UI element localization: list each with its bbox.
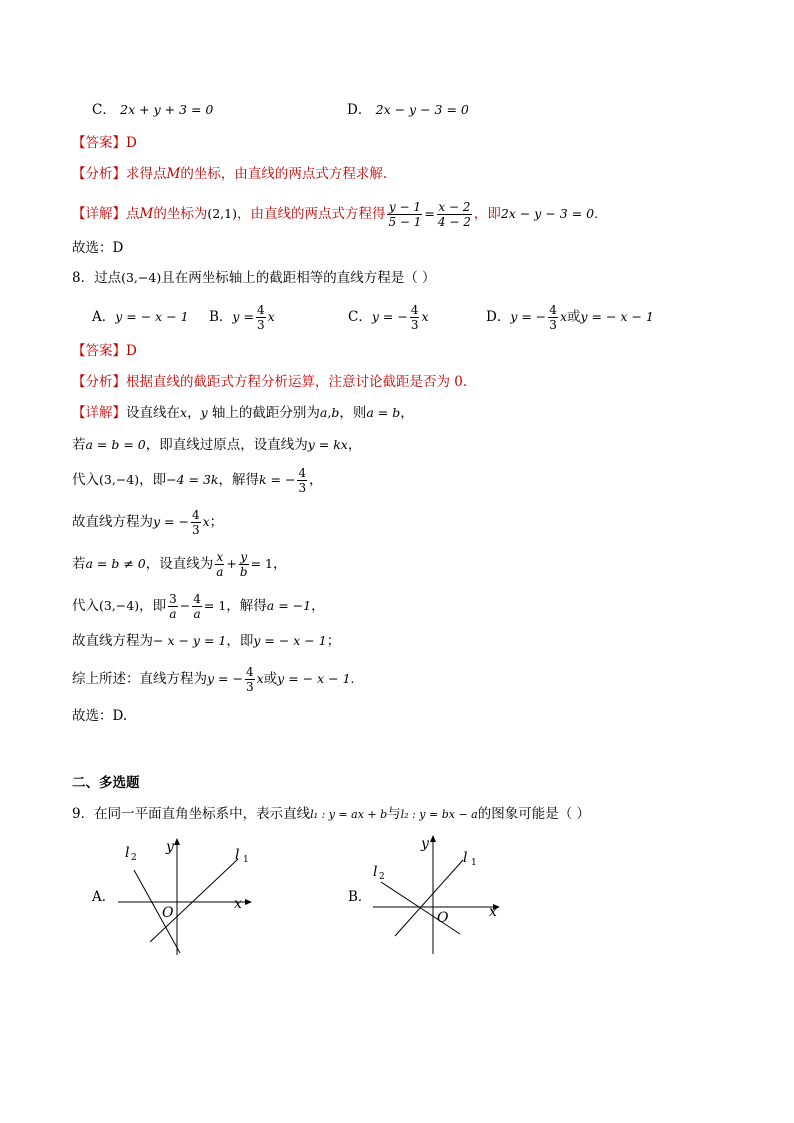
option-c-label: C． [92,102,116,118]
origin-label: O [162,905,174,921]
step-text: 若 [72,556,86,572]
detail-text: 设直线在 [126,405,180,421]
detail-ab: a,b [319,405,340,420]
fraction-numerator: 3 [169,592,177,606]
step-text: 故直线方程为 [72,514,153,530]
figure-b-graph [365,832,505,960]
fraction-denominator: b [239,565,248,579]
step-text-4: ， [309,472,323,488]
choose-text: 故选：D. [72,708,128,724]
stem-point: (3,−4) [121,270,162,285]
x-axis-arrow [245,899,252,905]
detail-sep: ， [187,405,201,421]
fraction-numerator: y − 1 [388,200,421,214]
analysis-text-2: 的坐标，由直线的两点式方程求解. [180,166,388,182]
step-text-2: ，即 [226,633,254,649]
fraction-numerator: y [240,550,248,564]
step-or: 或 [263,671,278,687]
option-label: A． [92,309,116,325]
x-axis-label: x [234,896,242,912]
section-title: 二、多选题 [72,775,140,791]
detail-text-2: 轴上的截距分别为 [207,405,320,421]
q8-analysis [72,372,467,392]
step-eq: −4 = 3k [166,472,219,487]
fraction [437,200,472,229]
answer-value: D [126,343,137,359]
l2-label: l [373,864,378,880]
step-prefix: y = − [153,514,189,529]
fraction-numerator: 4 [298,466,307,480]
l1-subscript: 1 [471,858,477,868]
detail-point: (2,1) [207,206,237,221]
q8-option-b [209,302,275,332]
q7-detail [72,200,598,229]
analysis-var: M [166,166,181,182]
line-l2 [381,882,460,934]
q7-choose [72,238,123,258]
step-text-2: ，即 [139,598,167,614]
stem-text: 9．在同一平面直角坐标系中，表示直线 [72,806,311,822]
fraction [191,508,201,537]
fraction-denominator: 3 [549,318,557,332]
step-suffix: x [256,671,264,686]
q8-answer [72,341,137,361]
fraction-numerator: 4 [549,303,557,317]
step-point: (3,−4) [99,472,140,487]
step-eq: = 1 [250,556,273,571]
q8-step-5 [72,591,325,621]
detail-tag: 【详解】 [72,405,126,421]
detail-var-y: y [200,405,208,420]
step-eq: − x − y = 1 [153,633,227,648]
step-text-3: ， [272,556,287,572]
stem-l1: l₁ : y = ax + b [310,808,388,821]
step-text: 故直线方程为 [72,633,153,649]
q8-detail [72,403,414,423]
analysis-text: 求得点 [126,166,167,182]
fraction-numerator: 4 [245,665,254,679]
option-label: D． [486,309,511,325]
fraction-denominator: 4 − 2 [437,215,471,229]
detail-text-4: ， [400,405,414,421]
option-suffix: x [267,309,275,324]
option-label: C． [348,309,372,325]
step-prefix: y = − [207,671,243,686]
fraction-numerator: x [216,550,224,564]
option-or: 或 [567,309,581,325]
step-text: 综上所述：直线方程为 [72,671,207,687]
fraction-denominator: a [169,607,177,621]
analysis-text: 根据直线的截距式方程分析运算，注意讨论截距是否为 0. [126,374,468,390]
l2-label: l [125,845,130,861]
analysis-tag: 【分析】 [72,166,126,182]
step-text-2: ，即 [139,472,167,488]
q8-stem [72,268,436,288]
step-text-2: ，即直线过原点，设直线为 [145,437,308,453]
step-text-4: ， [311,598,325,614]
option-d-label: D． [347,102,372,118]
step-point: (3,−4) [99,598,140,613]
step-text-2: ； [209,514,224,530]
fraction [239,550,249,579]
step-text-2: ，设直线为 [145,556,214,572]
l1-label: l [463,850,468,866]
q8-option-d [486,302,654,332]
detail-text-2: 的坐标为 [153,206,208,222]
fraction [215,550,224,579]
plus-sign: + [226,556,237,571]
answer-value: D [126,135,137,151]
q8-step-7 [72,664,355,694]
fraction-numerator: 4 [410,303,419,317]
option-suffix: x [559,309,567,324]
answer-tag: 【答案】 [72,343,126,359]
option-equation-2: y = − x − 1 [580,309,654,324]
figure-b-label: B． [348,889,372,905]
step-suffix: x [202,514,210,529]
detail-var-x: x [180,405,188,420]
step-eq-2: y = − x − 1 [253,633,327,648]
stem-text-2: 与 [387,806,401,822]
fraction [192,592,202,621]
step-eq-2: y = − x − 1. [277,671,355,686]
detail-text-3: ，则 [339,405,367,421]
fraction-denominator: 5 − 1 [388,215,422,229]
detail-text-4: ，即 [473,206,501,222]
l2-subscript: 2 [379,872,385,882]
q8-option-c [348,302,429,332]
step-eq: = 1 [203,598,227,613]
detail-result: 2x − y − 3 = 0. [500,206,599,221]
q8-choose [72,706,127,726]
fraction-denominator: a [216,565,224,579]
fraction [256,303,266,332]
stem-text-3: 的图象可能是（ ） [477,806,591,822]
answer-tag: 【答案】 [72,135,126,151]
fraction-numerator: x − 2 [438,200,471,214]
q7-analysis [72,164,387,184]
q8-option-a [92,302,189,332]
origin-label: O [437,910,449,926]
l2-subscript: 2 [131,853,137,863]
step-text: 代入 [72,472,99,488]
minus-sign: − [179,598,191,613]
fraction [168,592,178,621]
l1-label: l [235,847,240,863]
fraction-denominator: 3 [245,680,254,694]
q9-stem [72,804,590,825]
fraction [387,200,422,229]
detail-text-3: ，由直线的两点式方程得 [236,206,386,222]
fraction [548,303,558,332]
detail-eq: a = b [366,405,401,420]
step-text-3: ，解得 [226,598,267,614]
option-c-equation: 2x + y + 3 = 0 [120,102,214,117]
y-axis-arrow [430,835,436,842]
stem-text: 8．过点 [72,270,122,286]
detail-text: 点 [126,206,140,222]
figure-a-label: A． [92,889,116,905]
fraction-numerator: 4 [256,303,265,317]
option-prefix: y = − [371,309,408,324]
fraction-denominator: 3 [410,318,419,332]
option-label: B． [209,309,233,325]
step-eq: y = kx [307,437,348,452]
fraction-denominator: 3 [256,318,265,332]
stem-l2: l₂ : y = bx − a [400,808,478,821]
step-cond: a = b ≠ 0 [85,556,146,571]
equals-sign: = [424,206,435,221]
step-result: a = −1 [266,598,312,613]
q8-step-6 [72,631,340,651]
option-d-equation: 2x − y − 3 = 0 [375,102,469,117]
fraction [245,665,255,694]
y-axis-arrow [174,838,180,845]
fraction-numerator: 4 [191,508,200,522]
q7-answer [72,133,137,153]
line-l1 [150,859,238,942]
q8-step-1 [72,435,361,455]
fraction-numerator: 4 [193,592,201,606]
option-d [347,100,469,120]
q8-step-3 [72,507,223,537]
choose-text: 故选：D [72,240,124,256]
detail-var: M [139,206,154,222]
step-cond: a = b = 0 [85,437,146,452]
y-axis-label: y [166,839,174,855]
step-text-3: ， [347,437,362,453]
x-axis-label: x [489,904,497,920]
step-text: 若 [72,437,86,453]
step-k: k = − [258,472,296,487]
step-text-3: ，解得 [218,472,259,488]
fraction-denominator: 3 [191,523,200,537]
l1-subscript: 1 [243,855,249,865]
detail-tag: 【详解】 [72,206,126,222]
figure-a-graph [110,835,260,960]
fraction-denominator: 3 [298,481,307,495]
step-text: 代入 [72,598,99,614]
option-prefix: y = − [510,309,547,324]
y-axis-label: y [421,836,429,852]
fraction [297,466,307,495]
stem-text-2: 且在两坐标轴上的截距相等的直线方程是（ ） [161,270,436,286]
option-suffix: x [421,309,429,324]
option-c [92,100,213,120]
option-prefix: y = [232,309,254,324]
step-text-3: ； [326,633,341,649]
fraction-denominator: a [193,607,201,621]
option-equation: y = − x − 1 [115,309,189,324]
q8-step-2 [72,465,323,495]
q8-step-4 [72,549,286,579]
analysis-tag: 【分析】 [72,374,126,390]
fraction [410,303,420,332]
